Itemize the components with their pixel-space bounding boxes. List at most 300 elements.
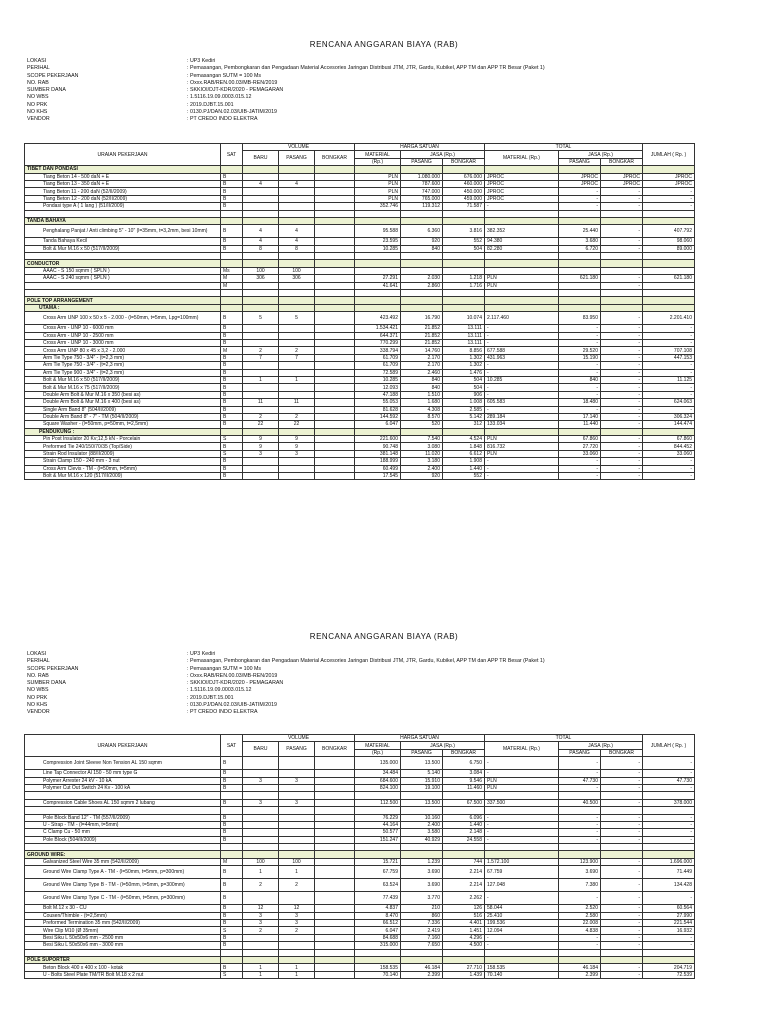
item-unit: B (221, 964, 243, 971)
item-bongkar (315, 920, 355, 927)
item-baru (243, 892, 279, 905)
item-pasang: 9 (279, 443, 315, 450)
info-value: : 0130.PJ/DAN.02.03/UIB-JATIM/2019 (187, 702, 277, 709)
col-total: TOTAL (485, 735, 643, 742)
item-total-bongkar: - (601, 821, 643, 828)
item-total-material: - (485, 892, 559, 905)
empty-cell (279, 290, 315, 297)
info-row (27, 116, 545, 123)
item-jasa-bongkar: 1.302 (443, 362, 485, 369)
empty-cell (559, 956, 601, 963)
item-jasa-bongkar: 504 (443, 376, 485, 383)
item-baru: 2 (243, 927, 279, 934)
item-jasa-bongkar: 4.401 (443, 920, 485, 927)
item-jumlah: 707.108 (643, 347, 695, 354)
item-bongkar (315, 829, 355, 836)
item-total-bongkar: - (601, 770, 643, 777)
item-jasa-pasang: 3.770 (401, 892, 443, 905)
item-jumlah: 624.063 (643, 399, 695, 406)
rab-table (24, 734, 695, 979)
item-total-pasang: - (559, 836, 601, 843)
empty-cell (401, 956, 443, 963)
item-jumlah: - (643, 942, 695, 949)
table-row (25, 275, 695, 282)
item-description: Double Arm Bolt & Mur M.16 x 350 (besi as) (25, 391, 221, 398)
col-harga-satuan: HARGA SATUAN (355, 144, 485, 151)
item-baru: 2 (243, 413, 279, 420)
item-description: Galvanized Steel Wire 35 mm (542/II/2009) (25, 858, 221, 865)
item-total-material: 2.117.460 (485, 312, 559, 325)
empty-cell (243, 851, 279, 858)
info-value: : Pemasangan, Pembongkaran dan Pengadaan Material Accesories Jaringan Distribusi JTM, JTR, Gardu, Kubikel, APP TM dan APP TR Besar (Paket 1) (187, 65, 545, 72)
item-total-pasang: - (559, 829, 601, 836)
item-baru (243, 406, 279, 413)
table-row (25, 180, 695, 187)
item-pasang: 1 (279, 376, 315, 383)
item-bongkar (315, 238, 355, 245)
item-jumlah: 67.860 (643, 436, 695, 443)
item-bongkar (315, 354, 355, 361)
item-total-material: PLN (485, 275, 559, 282)
table-row (25, 253, 695, 260)
item-jasa-pasang: 10.160 (401, 814, 443, 821)
item-baru (243, 384, 279, 391)
empty-cell (221, 844, 243, 851)
table-row (25, 413, 695, 420)
table-row (25, 964, 695, 971)
col-pasang: PASANG (279, 742, 315, 757)
item-baru: 22 (243, 421, 279, 428)
empty-cell (315, 210, 355, 217)
info-row (27, 80, 545, 87)
item-jasa-bongkar: 2.262 (443, 892, 485, 905)
item-total-pasang: 840 (559, 376, 601, 383)
item-unit: B (221, 892, 243, 905)
item-total-material: 94.380 (485, 238, 559, 245)
item-total-pasang: 15.190 (559, 354, 601, 361)
item-jasa-pasang: 7.650 (401, 942, 443, 949)
item-jasa-pasang: 2.399 (401, 971, 443, 978)
item-bongkar (315, 267, 355, 274)
table-row (25, 210, 695, 217)
item-total-pasang: 621.180 (559, 275, 601, 282)
info-value: : 2019.DJBT.15.001 (187, 101, 234, 108)
table-row (25, 443, 695, 450)
empty-cell (485, 792, 559, 799)
item-baru (243, 829, 279, 836)
item-jasa-pasang: 1.510 (401, 391, 443, 398)
item-total-pasang: - (559, 203, 601, 210)
item-unit: S (221, 971, 243, 978)
item-material-price: 23.595 (355, 238, 401, 245)
item-jumlah: 221.544 (643, 920, 695, 927)
item-jumlah: JPROC (643, 180, 695, 187)
item-material-price: 66.512 (355, 920, 401, 927)
item-material-price: 10.285 (355, 376, 401, 383)
col-total: TOTAL (485, 144, 643, 151)
item-baru (243, 814, 279, 821)
item-jumlah: 89.000 (643, 245, 695, 252)
empty-cell (643, 844, 695, 851)
item-jumlah: - (643, 325, 695, 332)
item-bongkar (315, 282, 355, 289)
empty-cell (601, 956, 643, 963)
item-jasa-bongkar: 1.476 (443, 369, 485, 376)
info-row (27, 87, 545, 94)
empty-cell (355, 253, 401, 260)
item-total-pasang: - (559, 784, 601, 791)
empty-cell (355, 956, 401, 963)
item-pasang: 5 (279, 312, 315, 325)
item-bongkar (315, 912, 355, 919)
item-total-bongkar: - (601, 905, 643, 912)
table-row (25, 290, 695, 297)
info-row (27, 680, 545, 687)
info-row (27, 673, 545, 680)
item-unit: M (221, 282, 243, 289)
item-jasa-pasang: 1.680 (401, 399, 443, 406)
item-material-price: 315.000 (355, 942, 401, 949)
item-pasang: 12 (279, 905, 315, 912)
item-baru (243, 195, 279, 202)
item-total-material: 1.572.100 (485, 858, 559, 865)
item-total-pasang: 27.720 (559, 443, 601, 450)
item-jasa-bongkar: 4.524 (443, 436, 485, 443)
header-row (25, 144, 695, 151)
item-jumlah: - (643, 821, 695, 828)
item-bongkar (315, 203, 355, 210)
table-row (25, 203, 695, 210)
item-description: Pole Block (504/II/2009) (25, 836, 221, 843)
item-jasa-bongkar: 11.460 (443, 784, 485, 791)
item-total-bongkar: - (601, 942, 643, 949)
empty-cell (485, 297, 559, 304)
info-value: : PT CREDO INDO ELEKTRA (187, 709, 258, 716)
item-total-bongkar: - (601, 399, 643, 406)
item-pasang (279, 934, 315, 941)
item-jumlah (643, 282, 695, 289)
item-bongkar (315, 369, 355, 376)
item-material-price: 423.492 (355, 312, 401, 325)
empty-cell (601, 297, 643, 304)
item-total-pasang: - (559, 458, 601, 465)
item-unit: B (221, 413, 243, 420)
item-jumlah: 16.932 (643, 927, 695, 934)
item-total-material: - (485, 369, 559, 376)
item-bongkar (315, 347, 355, 354)
item-jumlah: 621.180 (643, 275, 695, 282)
item-bongkar (315, 777, 355, 784)
item-jumlah: 144.474 (643, 421, 695, 428)
table-row (25, 844, 695, 851)
col-total-bongkar: BONGKAR (601, 749, 643, 756)
item-bongkar (315, 406, 355, 413)
info-key: NO WBS (27, 687, 49, 694)
item-jasa-bongkar: 67.500 (443, 799, 485, 806)
item-jasa-pasang: 920 (401, 473, 443, 480)
empty-cell (443, 217, 485, 224)
table-row (25, 821, 695, 828)
item-pasang (279, 406, 315, 413)
item-baru: 3 (243, 777, 279, 784)
item-total-pasang (559, 282, 601, 289)
item-baru: 3 (243, 799, 279, 806)
empty-cell (243, 844, 279, 851)
col-total-bongkar: BONGKAR (601, 158, 643, 165)
item-description: Arm Tie Type 750 - 3/4" - (t=2,3 mm) (25, 354, 221, 361)
empty-cell (221, 297, 243, 304)
item-unit: B (221, 376, 243, 383)
item-total-bongkar: - (601, 436, 643, 443)
item-pasang: 1 (279, 964, 315, 971)
item-total-pasang: - (559, 942, 601, 949)
empty-cell (559, 428, 601, 435)
item-jasa-bongkar: 450.000 (443, 188, 485, 195)
col-jumlah: JUMLAH ( Rp. ) (643, 735, 695, 757)
item-jasa-pasang: 7.540 (401, 436, 443, 443)
item-baru (243, 203, 279, 210)
item-pasang: 2 (279, 347, 315, 354)
item-bongkar (315, 799, 355, 806)
item-pasang: 9 (279, 436, 315, 443)
item-total-bongkar: - (601, 799, 643, 806)
col-rp: (Rp.) (355, 158, 401, 165)
empty-cell (315, 792, 355, 799)
empty-cell (559, 297, 601, 304)
col-sat: SAT (221, 735, 243, 757)
item-unit: B (221, 770, 243, 777)
item-jasa-pasang: 787.600 (401, 180, 443, 187)
item-material-price: 84.688 (355, 934, 401, 941)
item-total-bongkar: - (601, 195, 643, 202)
empty-cell (243, 210, 279, 217)
col-bongkar: BONGKAR (315, 151, 355, 166)
item-bongkar (315, 465, 355, 472)
item-total-material: 70.140 (485, 971, 559, 978)
item-bongkar (315, 821, 355, 828)
empty-cell (221, 949, 243, 956)
empty-cell (485, 290, 559, 297)
info-key: PERIHAL (27, 65, 50, 72)
item-pasang: 3 (279, 450, 315, 457)
empty-cell (601, 260, 643, 267)
item-jumlah: - (643, 814, 695, 821)
item-jasa-bongkar: 504 (443, 245, 485, 252)
empty-cell (401, 792, 443, 799)
item-unit: B (221, 443, 243, 450)
item-description: Strain Clamp 150 - 240 mm - 3 nut (25, 458, 221, 465)
item-pasang: 22 (279, 421, 315, 428)
item-jasa-bongkar: 312 (443, 421, 485, 428)
info-row (27, 651, 545, 658)
item-total-bongkar: - (601, 836, 643, 843)
item-baru: 9 (243, 436, 279, 443)
empty-cell (315, 297, 355, 304)
item-bongkar (315, 927, 355, 934)
item-jumlah: 844.452 (643, 443, 695, 450)
empty-cell (643, 807, 695, 814)
item-jasa-bongkar: 676.000 (443, 173, 485, 180)
item-total-pasang: - (559, 391, 601, 398)
table-row (25, 369, 695, 376)
item-jasa-pasang: 860 (401, 912, 443, 919)
item-jumlah: 33.060 (643, 450, 695, 457)
table-row (25, 225, 695, 238)
item-jasa-pasang: 19.100 (401, 784, 443, 791)
item-bongkar (315, 770, 355, 777)
item-baru (243, 173, 279, 180)
item-total-material: - (485, 942, 559, 949)
info-row (27, 687, 545, 694)
item-total-pasang: - (559, 465, 601, 472)
item-jasa-pasang: 2.170 (401, 362, 443, 369)
empty-cell (401, 949, 443, 956)
item-total-pasang: - (559, 406, 601, 413)
item-description: Cross Arm - UNP 10 - 6000 mm (25, 325, 221, 332)
item-jasa-bongkar: 1.848 (443, 443, 485, 450)
table-row (25, 971, 695, 978)
item-total-bongkar: - (601, 413, 643, 420)
empty-cell (355, 166, 401, 173)
item-total-bongkar: - (601, 458, 643, 465)
item-jumlah: - (643, 188, 695, 195)
item-jumlah: - (643, 384, 695, 391)
table-row (25, 421, 695, 428)
item-pasang: 100 (279, 267, 315, 274)
item-total-pasang: 29.520 (559, 347, 601, 354)
info-value: : 1.5116.19.09.0003.015.12 (187, 94, 252, 101)
empty-cell (279, 260, 315, 267)
empty-cell (559, 949, 601, 956)
item-total-material: PLN (485, 784, 559, 791)
item-total-material: JPROC (485, 180, 559, 187)
item-jumlah: JPROC (643, 173, 695, 180)
empty-cell (485, 304, 559, 311)
table-row (25, 836, 695, 843)
item-total-bongkar: - (601, 275, 643, 282)
table-row (25, 949, 695, 956)
info-row (27, 73, 545, 80)
item-jasa-bongkar: 2.214 (443, 879, 485, 892)
empty-cell (221, 428, 243, 435)
item-jumlah: 71.449 (643, 866, 695, 879)
table-row (25, 267, 695, 274)
item-material-price: 34.484 (355, 770, 401, 777)
empty-cell (643, 949, 695, 956)
rab-table (24, 143, 695, 480)
item-unit: S (221, 927, 243, 934)
table-row (25, 458, 695, 465)
item-total-pasang: 123.900 (559, 858, 601, 865)
item-jasa-pasang: 15.910 (401, 777, 443, 784)
table-row (25, 757, 695, 770)
table-row (25, 399, 695, 406)
item-jasa-pasang: 1.239 (401, 858, 443, 865)
empty-cell (315, 304, 355, 311)
empty-cell (601, 217, 643, 224)
item-jasa-pasang: 11.020 (401, 450, 443, 457)
item-bongkar (315, 391, 355, 398)
item-description (25, 282, 221, 289)
page-title: RENCANA ANGGARAN BIAYA (RAB) (309, 40, 459, 49)
item-total-bongkar: - (601, 912, 643, 919)
item-jasa-bongkar: 3.816 (443, 225, 485, 238)
item-total-material: - (485, 458, 559, 465)
item-total-material: - (485, 384, 559, 391)
item-baru: 1 (243, 376, 279, 383)
col-jasa: JASA (Rp.) (401, 742, 485, 749)
item-pasang (279, 188, 315, 195)
item-jumlah: - (643, 892, 695, 905)
item-jasa-bongkar: 460.000 (443, 180, 485, 187)
item-unit: M (221, 275, 243, 282)
item-total-material: - (485, 332, 559, 339)
item-description: Cousen/Thimble - (t=2,5mm) (25, 912, 221, 919)
empty-cell (485, 956, 559, 963)
item-unit: B (221, 238, 243, 245)
item-jasa-bongkar: 71.587 (443, 203, 485, 210)
item-total-pasang: - (559, 195, 601, 202)
item-jumlah: - (643, 369, 695, 376)
table-row (25, 942, 695, 949)
item-jumlah: 204.719 (643, 964, 695, 971)
item-total-pasang: - (559, 770, 601, 777)
info-key: SUMBER DANA (27, 680, 66, 687)
item-total-bongkar: - (601, 339, 643, 346)
project-info (27, 651, 545, 717)
info-key: NO. RAB (27, 672, 49, 679)
section-title: TANDA BAHAYA (25, 217, 221, 224)
empty-cell (485, 807, 559, 814)
item-total-material: - (485, 406, 559, 413)
empty-cell (443, 844, 485, 851)
item-jumlah: - (643, 203, 695, 210)
item-jumlah: 407.792 (643, 225, 695, 238)
item-jasa-pasang: 16.790 (401, 312, 443, 325)
item-total-bongkar: - (601, 879, 643, 892)
item-description: Ground Wire Clamp Type A - TM - (l=50mm, t=5mm, p=300mm) (25, 866, 221, 879)
item-jasa-bongkar: 1.439 (443, 971, 485, 978)
item-total-bongkar: - (601, 282, 643, 289)
col-volume: VOLUME (243, 735, 355, 742)
item-description: Double Arm Bolt & Mur M.16 x 400 (besi as) (25, 399, 221, 406)
empty-cell (221, 217, 243, 224)
col-pasang: PASANG (279, 151, 315, 166)
item-pasang (279, 369, 315, 376)
item-jasa-pasang: 21.852 (401, 332, 443, 339)
empty-cell (485, 166, 559, 173)
empty-cell (643, 210, 695, 217)
item-total-material: - (485, 362, 559, 369)
item-bongkar (315, 376, 355, 383)
empty-cell (25, 949, 221, 956)
section-title: CONDUCTOR (25, 260, 221, 267)
item-material-price: 81.628 (355, 406, 401, 413)
empty-cell (485, 253, 559, 260)
item-material-price: 112.500 (355, 799, 401, 806)
item-pasang (279, 173, 315, 180)
item-total-pasang: 3.690 (559, 866, 601, 879)
table-row (25, 858, 695, 865)
item-bongkar (315, 413, 355, 420)
item-pasang (279, 814, 315, 821)
item-bongkar (315, 971, 355, 978)
item-total-material: - (485, 203, 559, 210)
item-description: Cross Arm - UNP 10 - 3000 mm (25, 339, 221, 346)
item-jasa-pasang: 1.080.000 (401, 173, 443, 180)
info-key: PERIHAL (27, 658, 50, 665)
item-total-pasang: - (559, 757, 601, 770)
